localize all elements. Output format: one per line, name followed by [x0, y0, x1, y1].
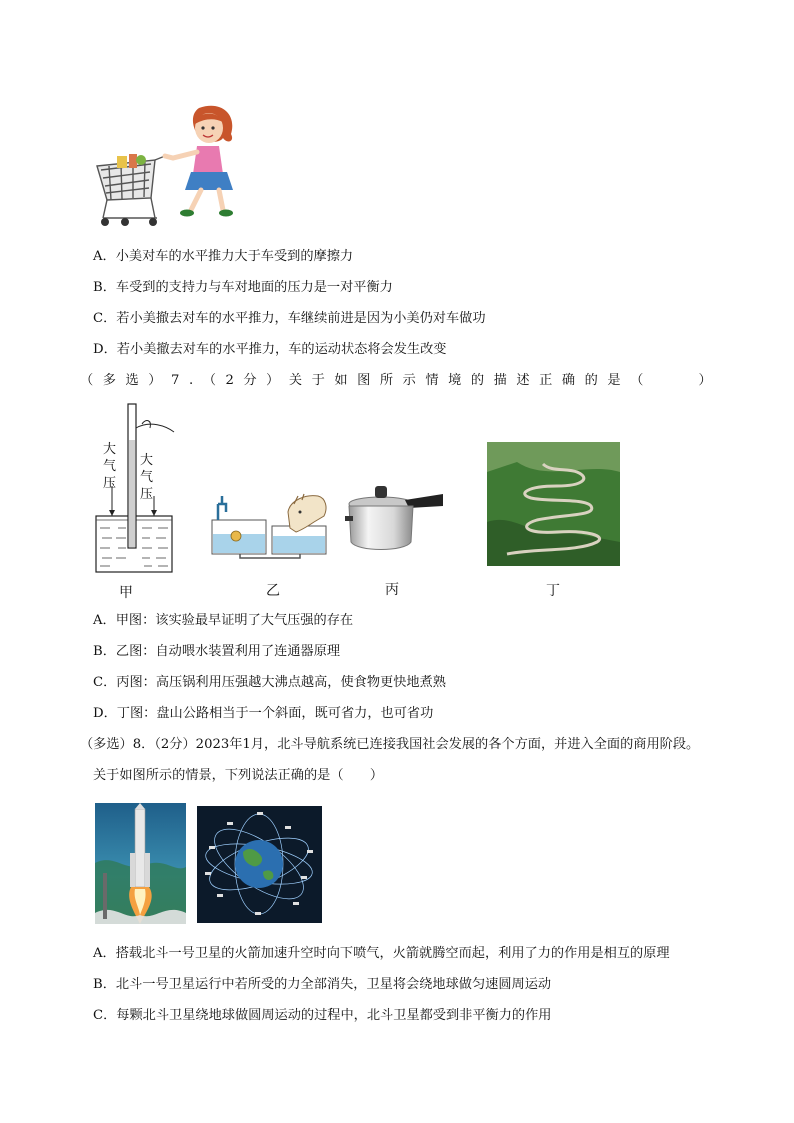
- cart-wheel: [121, 218, 129, 226]
- cart-wheel: [149, 218, 157, 226]
- figure-label-bing: 丙: [385, 582, 399, 598]
- q8-stem-line1: （多选）8．（2分）2023年1月，北斗导航系统已连接我国社会发展的各个方面，并进入全面的商用阶段。: [80, 737, 700, 752]
- q7-option-a[interactable]: A．甲图：该实验最早证明了大气压强的存在: [93, 613, 354, 628]
- q8-option-c[interactable]: C．每颗北斗卫星绕地球做圆周运动的过程中，北斗卫星都受到非平衡力的作用: [93, 1008, 552, 1023]
- q6-option-d[interactable]: D．若小美撤去对车的水平推力，车的运动状态将会发生改变: [93, 342, 447, 357]
- atm-label-right: 大 气 压: [140, 453, 154, 502]
- q8-option-a[interactable]: A．搭载北斗一号卫星的火箭加速升空时向下喷气，火箭就腾空而起，利用了力的作用是相互的原理: [93, 946, 670, 961]
- girl: [165, 106, 233, 217]
- rocket-body: [135, 809, 145, 887]
- figure-label-jia: 甲: [119, 585, 133, 601]
- girl-cart-illustration: [95, 100, 245, 230]
- figure-label-ding: 丁: [546, 583, 560, 599]
- q7-stem: （ 多 选 ） 7 . （ 2 分 ） 关 于 如 图 所 示 情 境 的 描 述 正 确 的 是 （ ）: [80, 373, 712, 388]
- q7-option-b[interactable]: B．乙图：自动喂水装置利用了连通器原理: [93, 644, 341, 659]
- atm-label-left: 大 气 压: [103, 442, 117, 491]
- q7-option-c[interactable]: C．丙图：高压锅利用压强越大沸点越高，使食物更快地煮熟: [93, 675, 446, 690]
- figure-rocket-launch: [95, 803, 186, 924]
- figure-label-yi: 乙: [266, 583, 280, 599]
- figure-yi-water-feeder: [210, 482, 330, 562]
- figure-satellite-constellation: [197, 806, 322, 923]
- q6-option-a[interactable]: A．小美对车的水平推力大于车受到的摩擦力: [93, 249, 354, 264]
- cart-wheel: [101, 218, 109, 226]
- q7-option-d[interactable]: D．丁图：盘山公路相当于一个斜面，既可省力，也可省功: [93, 706, 434, 721]
- q6-option-b[interactable]: B．车受到的支持力与车对地面的压力是一对平衡力: [93, 280, 393, 295]
- q6-option-c[interactable]: C．若小美撤去对车的水平推力，车继续前进是因为小美仍对车做功: [93, 311, 486, 326]
- q8-stem-line2: 关于如图所示的情景，下列说法正确的是（ ）: [93, 768, 384, 783]
- figure-bing-pressure-cooker: [345, 482, 445, 554]
- q8-option-b[interactable]: B．北斗一号卫星运行中若所受的力全部消失，卫星将会绕地球做匀速圆周运动: [93, 977, 552, 992]
- figure-ding-mountain-road: [487, 442, 620, 566]
